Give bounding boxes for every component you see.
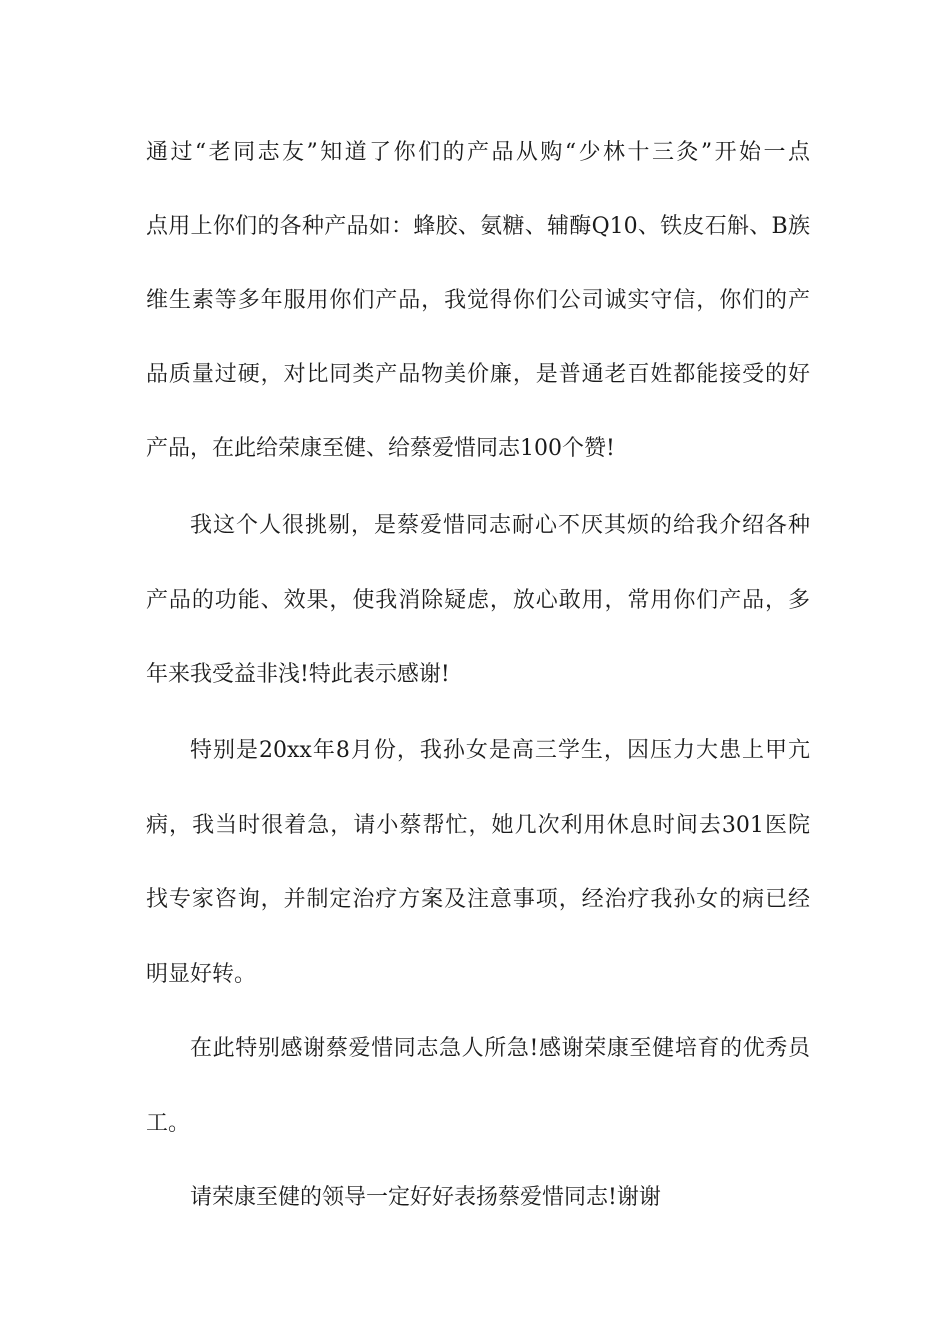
text-line: 请荣康至健的领导一定好好表扬蔡爱惜同志!谢谢 [190, 1185, 661, 1210]
text-line: 年来我受益非浅!特此表示感谢! [146, 662, 450, 687]
text-line: 明显好转。 [146, 962, 257, 987]
text-line: 找专家咨询，并制定治疗方案及注意事项，经治疗我孙女的病已经 [146, 887, 810, 912]
text-line: 在此特别感谢蔡爱惜同志急人所急!感谢荣康至健培育的优秀员 [190, 1036, 810, 1061]
text-line: 通过“老同志友”知道了你们的产品从购“少林十三灸”开始一点 [146, 140, 810, 165]
text-line: 产品，在此给荣康至健、给蔡爱惜同志100个赞! [146, 436, 615, 461]
text-line: 我这个人很挑剔，是蔡爱惜同志耐心不厌其烦的给我介绍各种 [190, 513, 810, 538]
text-line: 产品的功能、效果，使我消除疑虑，放心敢用，常用你们产品，多 [146, 588, 810, 613]
text-line: 点用上你们的各种产品如：蜂胶、氨糖、辅酶Q10、铁皮石斛、B族 [146, 214, 810, 239]
text-line: 病，我当时很着急，请小蔡帮忙，她几次利用休息时间去301医院 [146, 813, 810, 838]
text-line: 特别是20xx年8月份，我孙女是高三学生，因压力大患上甲亢 [190, 738, 810, 763]
text-line: 维生素等多年服用你们产品，我觉得你们公司诚实守信，你们的产 [146, 288, 810, 313]
text-line: 品质量过硬，对比同类产品物美价廉，是普通老百姓都能接受的好 [146, 362, 810, 387]
text-line: 工。 [146, 1111, 191, 1136]
